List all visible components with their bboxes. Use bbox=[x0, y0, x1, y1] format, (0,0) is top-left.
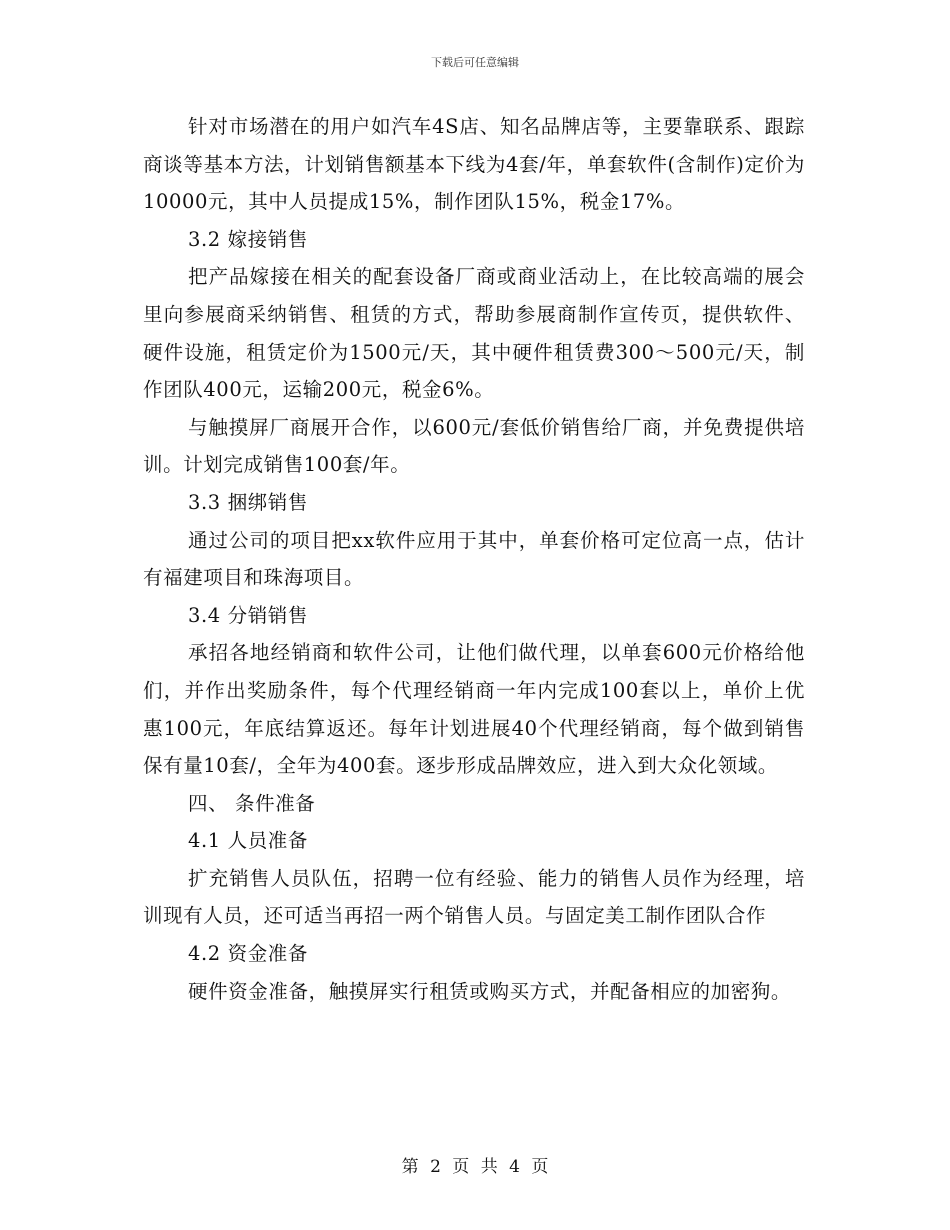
page-number-footer: 第 2 页 共 4 页 bbox=[401, 1157, 549, 1177]
page-header: 下载后可任意编辑 bbox=[431, 56, 519, 69]
heading-4-1: 4.1 人员准备 bbox=[188, 829, 309, 853]
paragraph-store-sales: 针对市场潜在的用户如汽车4S店、知名品牌店等，主要靠联系、跟踪商谈等基本方法，计划销售额基本下线为4套/年，单套软件(含制作)定价为10000元，其中人员提成15%，制作团队15%，税金17%。 bbox=[143, 115, 805, 214]
paragraph-staff-prep: 扩充销售人员队伍，招聘一位有经验、能力的销售人员作为经理，培训现有人员，还可适当再招一两个销售人员。与固定美工制作团队合作 bbox=[143, 866, 805, 928]
document-body bbox=[143, 108, 805, 1010]
paragraph-funds-prep: 硬件资金准备，触摸屏实行租赁或购买方式，并配备相应的加密狗。 bbox=[188, 979, 792, 1003]
paragraph-graft-sales: 把产品嫁接在相关的配套设备厂商或商业活动上，在比较高端的展会里向参展商采纳销售、租赁的方式，帮助参展商制作宣传页，提供软件、硬件设施，租赁定价为1500元/天，其中硬件租赁费300～500元/天，制作团队400元，运输200元，税金6%。 bbox=[143, 265, 805, 402]
paragraph-distribution-sales: 承招各地经销商和软件公司，让他们做代理，以单套600元价格给他们，并作出奖励条件，每个代理经销商一年内完成100套以上，单价上优惠100元，年底结算返还。每年计划进展40个代理经销商，每个做到销售保有量10套/，全年为400套。逐步形成品牌效应，进入到大众化领域。 bbox=[143, 641, 805, 778]
heading-3-4: 3.4 分销销售 bbox=[188, 603, 309, 627]
heading-3-3: 3.3 捆绑销售 bbox=[188, 490, 309, 514]
heading-section-4: 四、 条件准备 bbox=[188, 791, 316, 815]
heading-3-2: 3.2 嫁接销售 bbox=[188, 227, 309, 251]
paragraph-touchscreen-partner: 与触摸屏厂商展开合作，以600元/套低价销售给厂商，并免费提供培训。计划完成销售100套/年。 bbox=[143, 415, 805, 477]
heading-4-2: 4.2 资金准备 bbox=[188, 942, 309, 966]
paragraph-bundle-sales: 通过公司的项目把xx软件应用于其中，单套价格可定位高一点，估计有福建项目和珠海项目。 bbox=[143, 528, 805, 590]
